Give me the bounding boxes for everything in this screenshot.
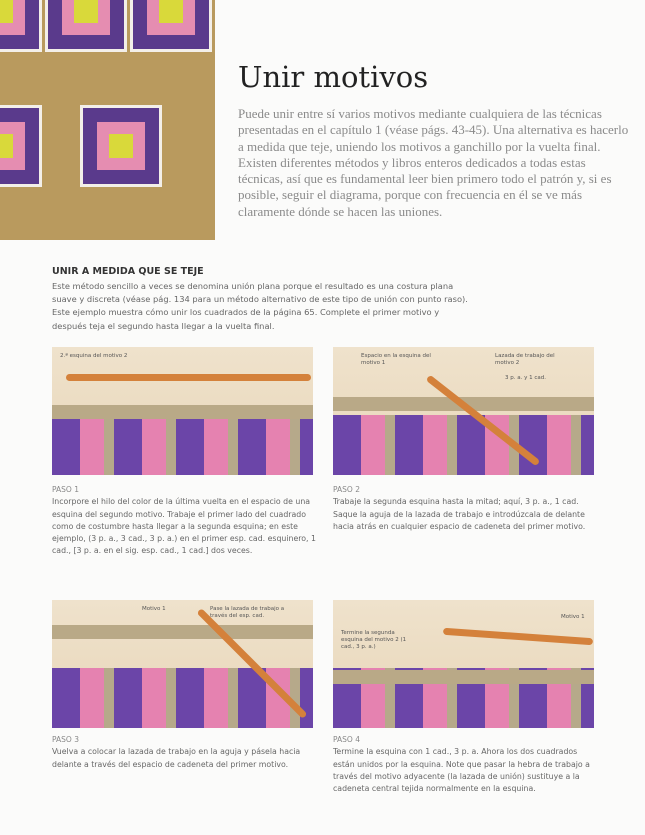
granny-squares-photo [0,0,215,240]
photo-label: Lazada de trabajo del motivo 2 [495,353,555,366]
section-heading: UNIR A MEDIDA QUE SE TEJE [52,266,204,277]
step-3 [52,734,320,771]
photo-label: Motivo 1 [561,614,585,620]
step-4 [333,734,601,795]
step-4-photo [333,600,594,728]
step-1 [52,484,320,558]
step-text: Trabaje la segunda esquina hasta la mitad; aquí, 3 p. a., 1 cad. Saque la aguja de la lazada de trabajo e introdúzcala de delante hacia atrás en cualquier espacio de cadeneta del primer motivo. [333,497,586,531]
step-text: Termine la esquina con 1 cad., 3 p. a. Ahora los dos cuadrados están unidos por la esquina. Note que pasar la hebra de trabajo a través del motivo adyacente (la lazada de unión) sustituye a la cadeneta central tejida normalmente en la esquina. [333,747,590,794]
photo-label: Pase la lazada de trabajo a través del esp. cad. [210,606,285,619]
step-title: PASO 4 [333,735,360,744]
step-text: Incorpore el hilo del color de la última vuelta en el espacio de una esquina del segundo motivo. Trabaje el primer lado del cuadrado como de costumbre hasta llegar a la segunda esquina; en este ejemplo, (3 p. a., 3 cad., 3 p. a.) en el primer esp. cad. esquinero, 1 cad., [3 p. a. en el sig. esp. cad., 1 cad.] dos veces. [52,497,316,556]
page-title: Unir motivos [238,60,429,94]
step-1-photo [52,347,313,475]
step-title: PASO 1 [52,485,79,494]
step-title: PASO 3 [52,735,79,744]
step-3-photo [52,600,313,728]
step-2 [333,484,601,533]
intro-paragraph: Puede unir entre sí varios motivos mediante cualquiera de las técnicas presentadas en el capítulo 1 (véase págs. 43-45). Una alternativa es hacerlo a medida que teje, uniendo los motivos a ganchillo por la vuelta final. Existen diferentes métodos y libros enteros dedicados a todas estas técnicas, así que es fundamental leer bien primero todo el patrón y, si es posible, seguir el diagrama, porque con frecuencia en él se ve más claramente dónde se hacen las uniones. [238,106,629,219]
section-body: Este método sencillo a veces se denomina unión plana porque el resultado es una costura plana suave y discreta (véase pág. 134 para un método alternativo de este tipo de unión con punto raso). Este ejemplo muestra cómo unir los cuadrados de la página 65. Complete el primer motivo y después teja el segundo hasta llegar a la vuelta final. [52,281,468,331]
step-text: Vuelva a colocar la lazada de trabajo en la aguja y pásela hacia delante a través del espacio de cadeneta del primer motivo. [52,747,301,769]
photo-label: Motivo 1 [142,606,166,612]
photo-label: Termine la segunda esquina del motivo 2 (1 cad., 3 p. a.) [341,630,407,650]
photo-label: Espacio en la esquina del motivo 1 [361,353,431,366]
step-2-photo [333,347,594,475]
step-title: PASO 2 [333,485,360,494]
photo-label: 2.ª esquina del motivo 2 [60,353,128,359]
photo-label: 3 p. a. y 1 cad. [505,375,546,381]
